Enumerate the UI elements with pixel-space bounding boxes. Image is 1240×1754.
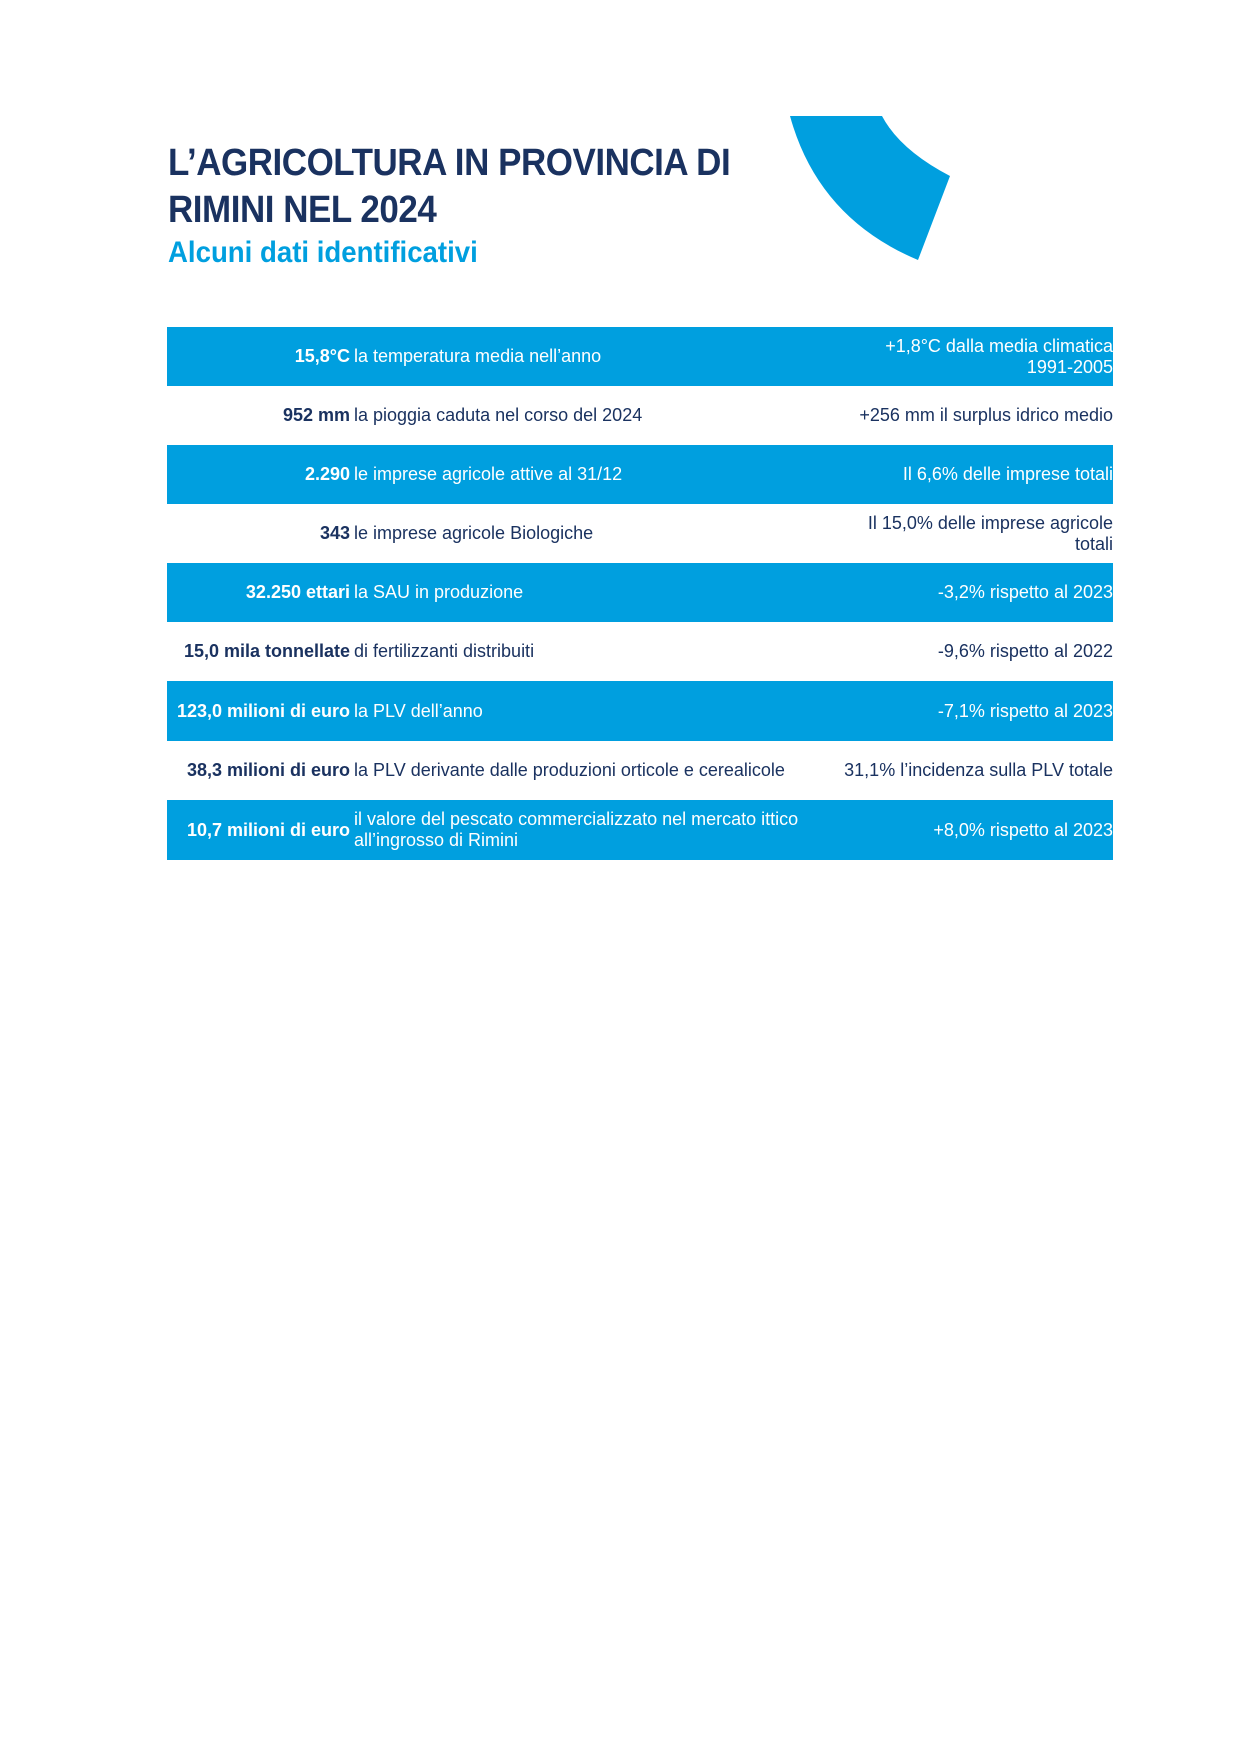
row-value: 343: [319, 523, 350, 543]
title-block: [168, 140, 768, 272]
row-value: 123,0 milioni di euro: [176, 700, 350, 721]
table-row-temperature: [167, 327, 1113, 386]
row-note: -3,2% rispetto al 2023: [937, 582, 1113, 602]
row-description: la SAU in produzione: [354, 582, 524, 602]
row-value: 38,3 milioni di euro: [186, 760, 350, 780]
row-value: 15,8°C: [294, 346, 350, 366]
row-note: -9,6% rispetto al 2022: [937, 641, 1113, 661]
row-note: Il 6,6% delle imprese totali: [902, 464, 1113, 484]
table-row-active-farms: [167, 445, 1113, 504]
table-row-plv: [167, 681, 1113, 741]
table-row-rainfall: [167, 386, 1113, 445]
row-value: 15,0 mila tonnellate: [183, 641, 350, 661]
page-title-line-2: RIMINI NEL 2024: [168, 189, 437, 231]
row-description: la pioggia caduta nel corso del 2024: [354, 405, 643, 425]
row-description: le imprese agricole attive al 31/12: [354, 464, 623, 484]
row-note: -7,1% rispetto al 2023: [937, 700, 1113, 721]
table-row-plv-crops: [167, 741, 1113, 800]
decorative-arc-shape: [790, 112, 960, 262]
row-description: di fertilizzanti distribuiti: [354, 641, 535, 661]
row-value: 952 mm: [282, 405, 350, 425]
row-note: +8,0% rispetto al 2023: [933, 819, 1113, 840]
row-description: le imprese agricole Biologiche: [354, 523, 594, 543]
key-figures-table: [167, 327, 1113, 860]
row-description: la PLV derivante dalle produzioni orticole e cerealicole: [354, 760, 785, 780]
row-value: 2.290: [304, 464, 350, 484]
row-description: la PLV dell’anno: [354, 700, 483, 721]
table-row-organic-farms: [167, 504, 1113, 563]
table-row-fertilizers: [167, 622, 1113, 681]
row-value: 10,7 milioni di euro: [186, 819, 350, 840]
row-description: la temperatura media nell’anno: [354, 346, 602, 366]
row-value: 32.250 ettari: [245, 582, 350, 602]
row-note: Il 15,0% delle imprese agricole totali: [867, 512, 1113, 554]
row-note: +256 mm il surplus idrico medio: [859, 405, 1113, 425]
row-description: il valore del pescato commercializzato nel mercato ittico all’ingrosso di Rimini: [354, 809, 799, 850]
row-note: +1,8°C dalla media climatica 1991-2005: [885, 335, 1113, 377]
page-title-line-1: L’AGRICOLTURA IN PROVINCIA DI: [168, 142, 731, 184]
page-title: [168, 140, 731, 234]
table-row-sau: [167, 563, 1113, 622]
row-note: 31,1% l’incidenza sulla PLV totale: [844, 760, 1113, 780]
table-row-fish-market: [167, 800, 1113, 860]
page-subtitle: Alcuni dati identificativi: [168, 236, 478, 269]
